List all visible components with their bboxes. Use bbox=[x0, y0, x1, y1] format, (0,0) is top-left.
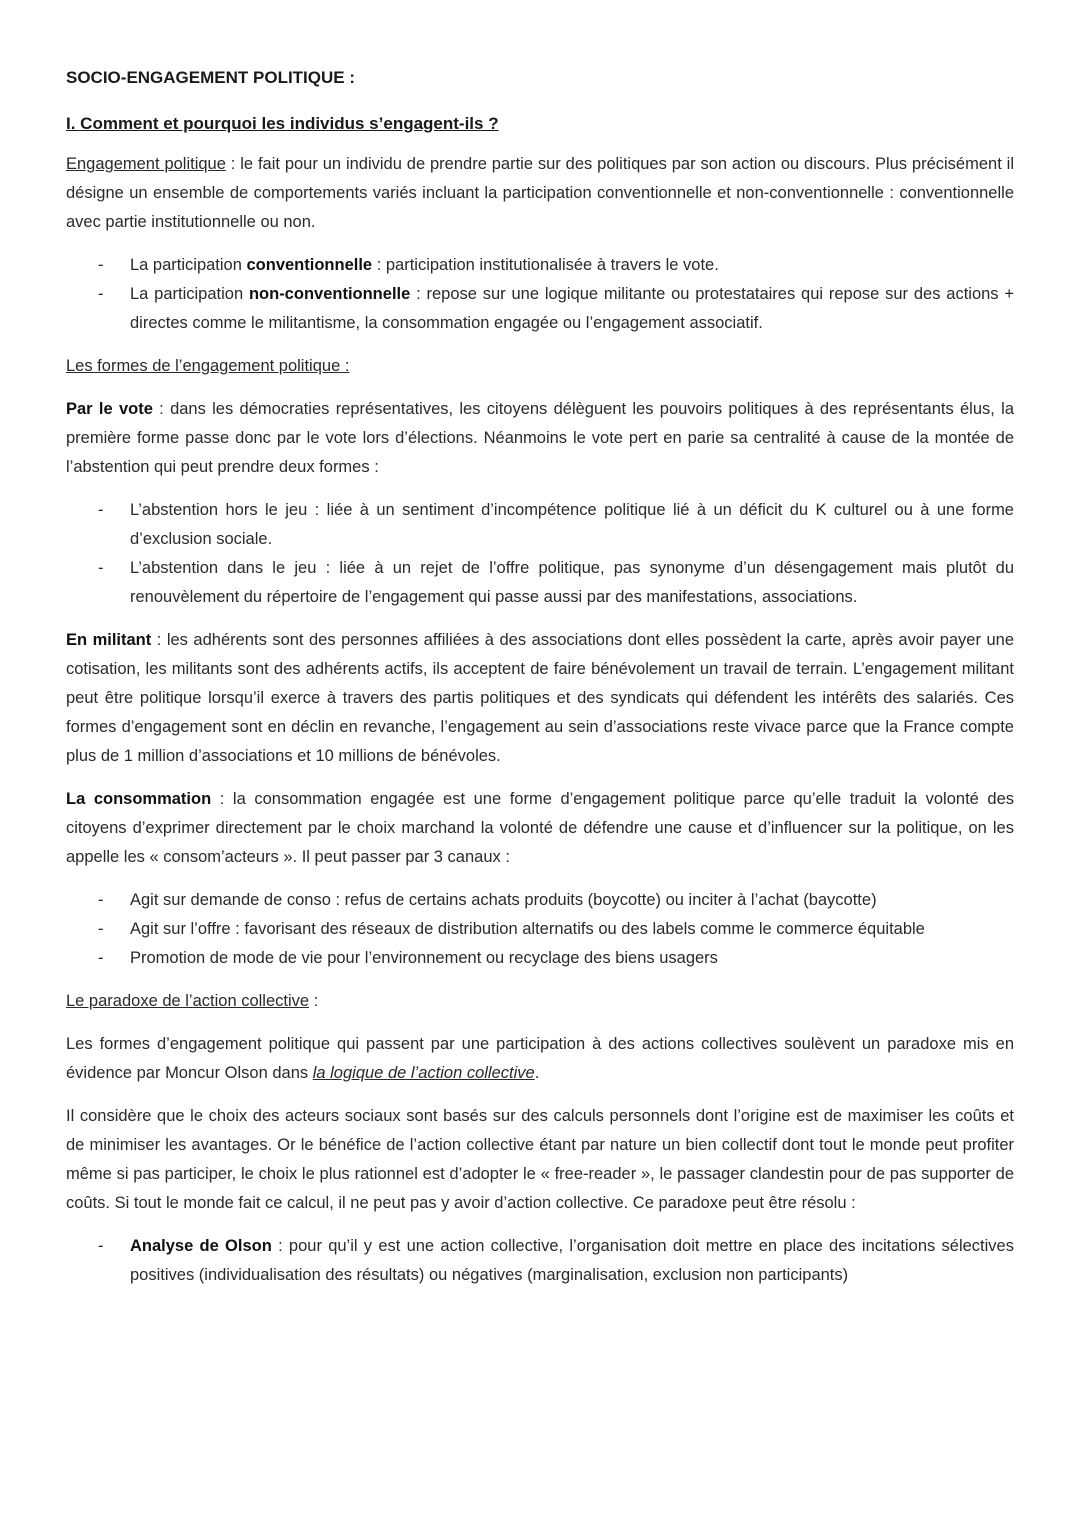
militant-text: : les adhérents sont des personnes affiliées à des associations dont elles possèdent la carte, après avoir payer une cotisation, les militants sont des adhérents actifs, ils acceptent de faire bénévolement un travail de terrain. L’engagement militant peut être politique lorsqu’il exerce à travers des partis politiques et des syndicats qui défendent les intérêts des salariés. Ces formes d’engagement sont en déclin en revanche, l’engagement au sein d’associations reste vivace parce que la France compte plus de 1 million d’associations et 10 millions de bénévoles. bbox=[66, 631, 1014, 765]
abstention-list bbox=[66, 496, 1014, 612]
definition-paragraph bbox=[66, 150, 1014, 237]
list-item bbox=[130, 280, 1014, 338]
list-item-bold: non-conventionnelle bbox=[248, 285, 411, 303]
list-item-bold: Analyse de Olson bbox=[130, 1237, 272, 1255]
paradoxe-paragraph-2: Il considère que le choix des acteurs sociaux sont basés sur des calculs personnels dont l’origine est de maximiser les coûts et de minimiser les avantages. Or le bénéfice de l’action collective étant par nature un bien collectif dont tout le monde peut profiter même si pas participer, le choix le plus rationnel est d’adopter le « free-reader », le passager clandestin pour de pas supporter de coûts. Si tout le monde fait ce calcul, il ne peut pas y avoir d’action collective. Ce paradoxe peut être résolu : bbox=[66, 1107, 1014, 1212]
list-item: - Promotion de mode de vie pour l’environnement ou recyclage des biens usagers bbox=[130, 944, 1014, 973]
list-item-text: : repose sur une logique militante ou protestataires qui repose sur des actions + directes comme le militantisme, la consommation engagée ou l’engagement associatif. bbox=[130, 285, 1014, 332]
subheading-suffix: : bbox=[309, 992, 319, 1010]
subheading-text: Les formes de l’engagement politique bbox=[66, 357, 341, 375]
vote-label: Par le vote bbox=[66, 400, 153, 418]
definition-term: Engagement politique bbox=[66, 155, 226, 173]
list-item-text: : pour qu’il y est une action collective, l’organisation doit mettre en place des incitations sélectives positives (individualisation des résultats) ou négatives (marginalisation, exclusion non participants) bbox=[130, 1237, 1014, 1284]
militant-paragraph bbox=[66, 626, 1014, 771]
list-item-text: La participation bbox=[130, 256, 247, 274]
list-item bbox=[130, 1232, 1014, 1290]
paragraph-text: . bbox=[534, 1064, 540, 1082]
list-item: - Agit sur l’offre : favorisant des réseaux de distribution alternatifs ou des labels comme le commerce équitable bbox=[130, 915, 1014, 944]
olson-list bbox=[66, 1232, 1014, 1290]
militant-label: En militant bbox=[66, 631, 152, 649]
list-item bbox=[130, 251, 1014, 280]
section-heading: I. Comment et pourquoi les individus s’engagent-ils ? bbox=[66, 114, 499, 133]
consommation-label: La consommation bbox=[66, 790, 212, 808]
consommation-paragraph bbox=[66, 785, 1014, 872]
list-item-bold: conventionnelle bbox=[246, 256, 373, 274]
vote-paragraph bbox=[66, 395, 1014, 482]
definition-text: : le fait pour un individu de prendre partie sur des politiques par son action ou discours. Plus précisément il désigne un ensemble de comportements variés incluant la participation conventionnelle et non-conventionnelle : conventionnelle avec partie institutionnelle ou non. bbox=[66, 155, 1014, 231]
subheading-suffix: : bbox=[340, 357, 350, 375]
canaux-list bbox=[66, 886, 1014, 973]
paragraph-text: Les formes d’engagement politique qui passent par une participation à des actions collectives soulèvent un paradoxe mis en évidence par Moncur Olson dans bbox=[66, 1035, 1014, 1082]
list-item: - L’abstention dans le jeu : liée à un rejet de l’offre politique, pas synonyme d’un désengagement mais plutôt du renouvèlement du répertoire de l’engagement qui passe aussi par des manifestations, associations. bbox=[130, 554, 1014, 612]
list-item: - Agit sur demande de conso : refus de certains achats produits (boycotte) ou inciter à l’achat (baycotte) bbox=[130, 886, 1014, 915]
vote-text: : dans les démocraties représentatives, les citoyens délèguent les pouvoirs politiques à des représentants élus, la première forme passe donc par le vote lors d’élections. Néanmoins le vote pert en parie sa centralité à cause de la montée de l’abstention qui peut prendre deux formes : bbox=[66, 400, 1014, 476]
subheading-paradoxe bbox=[66, 987, 1014, 1016]
paradoxe-paragraph-1 bbox=[66, 1030, 1014, 1088]
list-item-text: : participation institutionalisée à travers le vote. bbox=[372, 256, 719, 274]
book-title: la logique de l’action collective bbox=[312, 1064, 535, 1082]
list-item: - L’abstention hors le jeu : liée à un sentiment d’incompétence politique lié à un déficit du K culturel ou à une forme d’exclusion sociale. bbox=[130, 496, 1014, 554]
subheading-formes bbox=[66, 352, 1014, 381]
subheading-text: Le paradoxe de l’action collective bbox=[66, 992, 310, 1010]
document-title: SOCIO-ENGAGEMENT POLITIQUE : bbox=[66, 68, 356, 87]
consommation-text: : la consommation engagée est une forme d’engagement politique parce qu’elle traduit la volonté des citoyens d’exprimer directement par le choix marchand la volonté de défendre une cause et d’influencer sur la politique, on les appelle les « consom’acteurs ». Il peut passer par 3 canaux : bbox=[66, 790, 1015, 866]
list-item-text: La participation bbox=[130, 285, 249, 303]
participation-list bbox=[66, 251, 1014, 338]
